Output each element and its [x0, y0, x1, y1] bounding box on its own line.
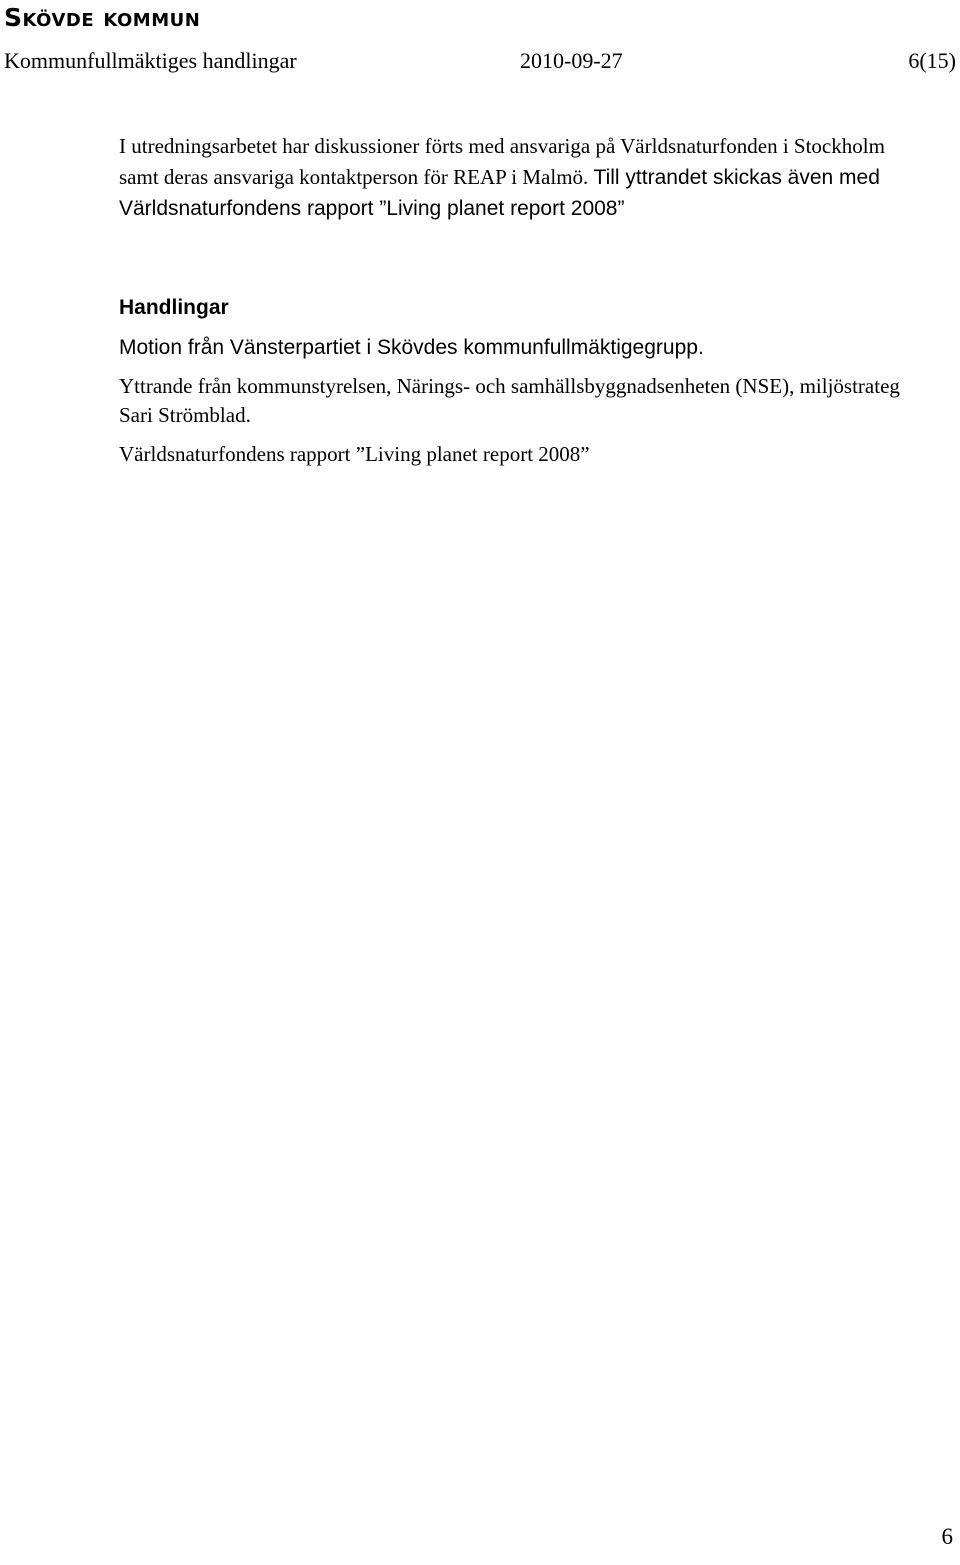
body-paragraph [119, 131, 909, 224]
list-item: Yttrande från kommunstyrelsen, Närings- och samhällsbyggnadsenheten (NSE), miljöstrateg Sari Strömblad. [119, 374, 900, 427]
document-title: Kommunfullmäktiges handlingar [4, 48, 297, 73]
list-item: Världsnaturfondens rapport ”Living planet report 2008” [119, 442, 590, 466]
list-item: Motion från Vänsterpartiet i Skövdes kommunfullmäktigegrupp. [119, 336, 704, 359]
body-text [119, 131, 909, 224]
document-date: 2010-09-27 [520, 48, 623, 73]
body-paragraph-part-1: I utredningsarbetet har diskussioner förts med ansvariga på Världsnaturfonden i Stockholm samt deras ansvariga kontaktperson för REAP i Malmö. [119, 134, 885, 189]
footer-page-number: 6 [941, 1524, 953, 1549]
body-paragraph-part-2: Till yttrandet skickas även med Världsnaturfondens rapport ”Living planet report 2008” [119, 166, 880, 220]
handlingar-list [119, 333, 909, 469]
skovde-kommun-logo: Skövde kommun [4, 3, 201, 32]
page-indicator: 6(15) [908, 48, 956, 73]
handlingar-heading: Handlingar [119, 296, 229, 319]
